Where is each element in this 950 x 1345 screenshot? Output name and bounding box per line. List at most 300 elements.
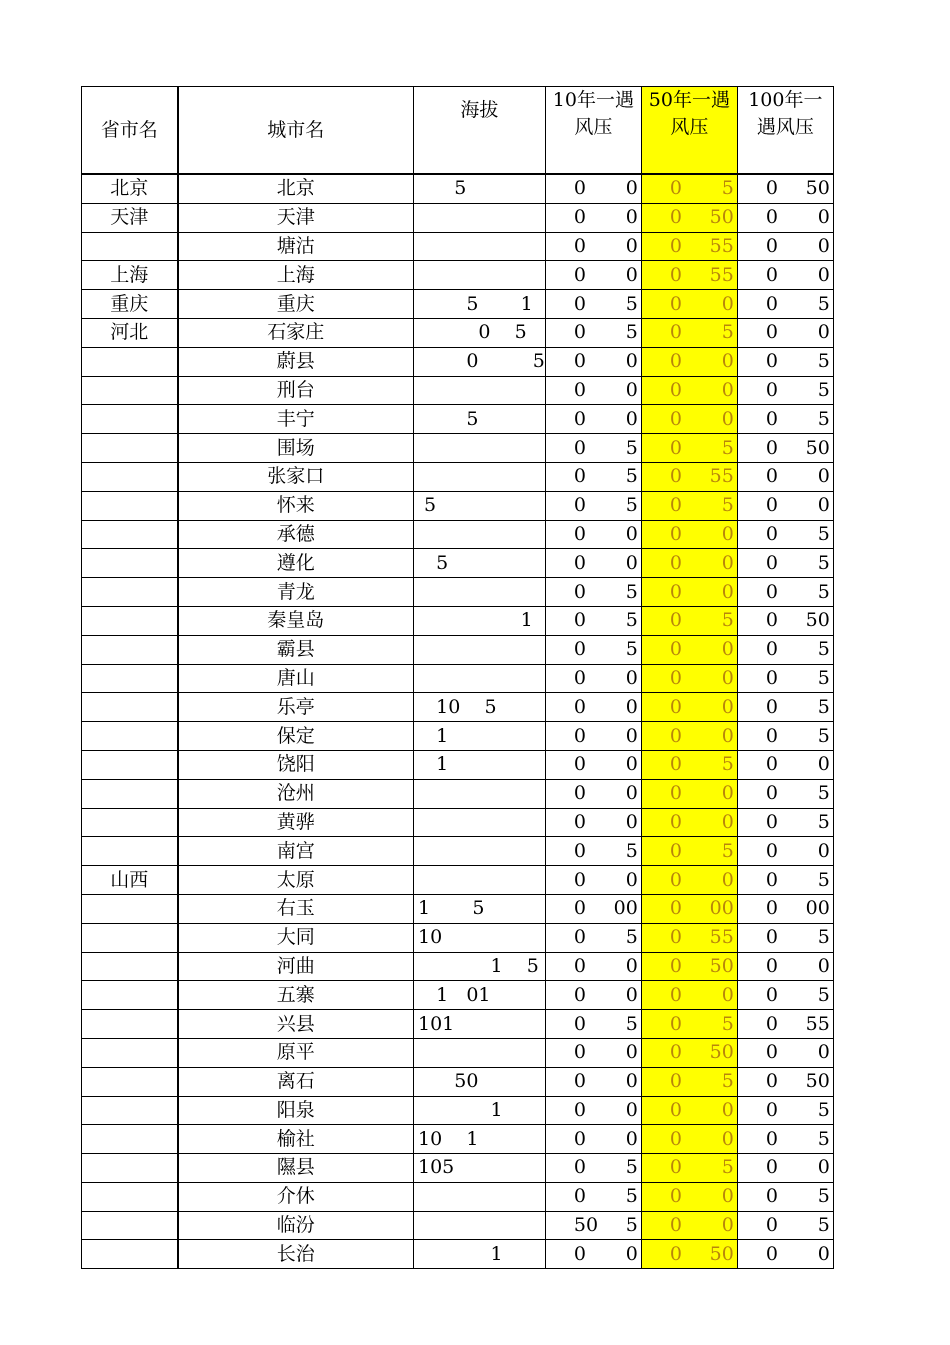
pressure-100yr-b: 50	[805, 436, 830, 459]
table-row	[82, 952, 834, 981]
table-row	[82, 1067, 834, 1096]
province-cell	[82, 1010, 178, 1039]
province-cell	[82, 779, 178, 808]
header-100yr-pressure	[737, 87, 833, 175]
pressure-100yr-a: 0	[765, 580, 778, 603]
pressure-10yr-cell	[545, 290, 641, 319]
city-cell: 张家口	[178, 462, 414, 491]
altitude-value	[414, 437, 418, 459]
pressure-10yr-cell	[545, 1038, 641, 1067]
table-row	[82, 318, 834, 347]
altitude-cell	[414, 405, 546, 434]
pressure-100yr-cell	[737, 520, 833, 549]
table-row	[82, 606, 834, 635]
pressure-100yr-b: 5	[817, 522, 830, 545]
province-cell	[82, 578, 178, 607]
pressure-10yr-a: 0	[573, 926, 586, 949]
pressure-10yr-cell	[545, 808, 641, 837]
pressure-50yr-a: 0	[669, 1012, 682, 1035]
pressure-50yr-b: 5	[721, 436, 734, 459]
city-cell: 北京	[178, 174, 414, 203]
header-10yr-line2: 风压	[574, 116, 613, 138]
pressure-100yr-a: 0	[765, 839, 778, 862]
pressure-10yr-b: 0	[625, 782, 638, 805]
city-cell: 阳泉	[178, 1096, 414, 1125]
pressure-50yr-b: 50	[709, 1242, 734, 1265]
pressure-50yr-a: 0	[669, 1185, 682, 1208]
pressure-50yr-b: 5	[721, 839, 734, 862]
wind-pressure-table	[81, 86, 834, 1269]
table-row	[82, 1154, 834, 1183]
pressure-10yr-a: 0	[573, 436, 586, 459]
pressure-100yr-a: 0	[765, 292, 778, 315]
pressure-100yr-b: 5	[817, 580, 830, 603]
city-cell: 临汾	[178, 1211, 414, 1240]
altitude-value	[414, 1214, 418, 1236]
altitude-cell	[414, 837, 546, 866]
pressure-100yr-b: 0	[817, 954, 830, 977]
table-row	[82, 1096, 834, 1125]
altitude-cell	[414, 347, 546, 376]
pressure-10yr-b: 0	[625, 1242, 638, 1265]
pressure-50yr-b: 0	[721, 724, 734, 747]
altitude-value: 5 1	[418, 292, 533, 315]
pressure-10yr-a: 0	[573, 666, 586, 689]
altitude-cell	[414, 1240, 546, 1269]
pressure-50yr-b: 5	[721, 1070, 734, 1093]
city-cell: 石家庄	[178, 318, 414, 347]
pressure-100yr-a: 0	[765, 321, 778, 344]
pressure-100yr-a: 0	[765, 1070, 778, 1093]
pressure-100yr-a: 0	[765, 494, 778, 517]
pressure-50yr-cell	[641, 837, 737, 866]
province-cell	[82, 405, 178, 434]
altitude-value	[414, 840, 418, 862]
city-cell: 榆社	[178, 1125, 414, 1154]
pressure-50yr-b: 0	[721, 666, 734, 689]
altitude-value: 1 5	[418, 897, 485, 920]
pressure-100yr-b: 5	[817, 782, 830, 805]
pressure-10yr-b: 5	[625, 1156, 638, 1179]
pressure-100yr-cell	[737, 923, 833, 952]
pressure-100yr-b: 0	[817, 1041, 830, 1064]
header-province: 省市名	[82, 87, 178, 175]
altitude-cell	[414, 722, 546, 751]
pressure-50yr-cell	[641, 347, 737, 376]
altitude-cell	[414, 203, 546, 232]
table-row	[82, 1010, 834, 1039]
pressure-50yr-b: 5	[721, 1156, 734, 1179]
altitude-cell	[414, 174, 546, 203]
pressure-10yr-cell	[545, 779, 641, 808]
pressure-50yr-cell	[641, 923, 737, 952]
table-row	[82, 347, 834, 376]
province-cell	[82, 952, 178, 981]
pressure-50yr-a: 0	[669, 609, 682, 632]
province-cell	[82, 1182, 178, 1211]
pressure-50yr-cell	[641, 520, 737, 549]
pressure-10yr-b: 5	[625, 321, 638, 344]
pressure-50yr-cell	[641, 261, 737, 290]
pressure-100yr-cell	[737, 1182, 833, 1211]
province-cell	[82, 635, 178, 664]
altitude-cell	[414, 808, 546, 837]
pressure-100yr-cell	[737, 549, 833, 578]
altitude-value	[414, 1041, 418, 1063]
table-row	[82, 981, 834, 1010]
pressure-10yr-cell	[545, 520, 641, 549]
pressure-10yr-a: 0	[573, 292, 586, 315]
pressure-50yr-a: 0	[669, 494, 682, 517]
pressure-10yr-cell	[545, 1125, 641, 1154]
pressure-100yr-a: 0	[765, 436, 778, 459]
altitude-cell	[414, 750, 546, 779]
pressure-100yr-a: 0	[765, 177, 778, 200]
province-cell	[82, 837, 178, 866]
pressure-100yr-a: 0	[765, 1012, 778, 1035]
province-cell	[82, 549, 178, 578]
header-10yr-pressure	[545, 87, 641, 175]
pressure-100yr-a: 0	[765, 551, 778, 574]
pressure-100yr-b: 5	[817, 638, 830, 661]
table-row	[82, 1211, 834, 1240]
pressure-100yr-cell	[737, 261, 833, 290]
table-row	[82, 779, 834, 808]
altitude-value: 101	[418, 1012, 455, 1035]
pressure-100yr-cell	[737, 1125, 833, 1154]
pressure-50yr-cell	[641, 635, 737, 664]
table-row	[82, 837, 834, 866]
table-row	[82, 664, 834, 693]
pressure-10yr-a: 0	[573, 177, 586, 200]
city-cell: 承德	[178, 520, 414, 549]
city-cell: 霸县	[178, 635, 414, 664]
altitude-value: 1	[418, 1242, 503, 1265]
pressure-50yr-cell	[641, 779, 737, 808]
pressure-10yr-cell	[545, 693, 641, 722]
altitude-cell	[414, 693, 546, 722]
pressure-100yr-cell	[737, 952, 833, 981]
pressure-10yr-b: 0	[625, 551, 638, 574]
pressure-10yr-cell	[545, 405, 641, 434]
pressure-10yr-b: 0	[625, 695, 638, 718]
city-cell: 离石	[178, 1067, 414, 1096]
pressure-50yr-b: 50	[709, 954, 734, 977]
pressure-50yr-a: 0	[669, 983, 682, 1006]
pressure-10yr-a: 0	[573, 522, 586, 545]
pressure-10yr-b: 5	[625, 638, 638, 661]
pressure-100yr-cell	[737, 722, 833, 751]
table-row	[82, 1182, 834, 1211]
pressure-50yr-cell	[641, 491, 737, 520]
pressure-10yr-b: 0	[625, 263, 638, 286]
city-cell: 丰宁	[178, 405, 414, 434]
pressure-50yr-a: 0	[669, 580, 682, 603]
header-100yr-line2: 遇风压	[756, 116, 814, 138]
altitude-value	[414, 1185, 418, 1207]
province-cell: 山西	[82, 866, 178, 895]
province-cell	[82, 232, 178, 261]
pressure-100yr-cell	[737, 376, 833, 405]
pressure-10yr-cell	[545, 606, 641, 635]
pressure-10yr-a: 0	[573, 494, 586, 517]
altitude-cell	[414, 1154, 546, 1183]
pressure-50yr-b: 00	[709, 897, 734, 920]
pressure-10yr-a: 0	[573, 263, 586, 286]
pressure-100yr-cell	[737, 318, 833, 347]
pressure-100yr-cell	[737, 1067, 833, 1096]
table-row	[82, 434, 834, 463]
pressure-100yr-a: 0	[765, 897, 778, 920]
pressure-50yr-b: 55	[709, 926, 734, 949]
pressure-100yr-a: 0	[765, 695, 778, 718]
pressure-50yr-b: 5	[721, 177, 734, 200]
pressure-100yr-a: 0	[765, 263, 778, 286]
pressure-10yr-a: 0	[573, 1041, 586, 1064]
pressure-100yr-b: 55	[805, 1012, 830, 1035]
city-cell: 乐亭	[178, 693, 414, 722]
pressure-100yr-a: 0	[765, 609, 778, 632]
pressure-100yr-cell	[737, 1096, 833, 1125]
city-cell: 太原	[178, 866, 414, 895]
pressure-10yr-a: 0	[573, 580, 586, 603]
pressure-50yr-a: 0	[669, 810, 682, 833]
city-cell: 南宫	[178, 837, 414, 866]
pressure-10yr-cell	[545, 261, 641, 290]
pressure-10yr-a: 50	[573, 1214, 599, 1237]
pressure-50yr-b: 0	[721, 1127, 734, 1150]
pressure-50yr-cell	[641, 1240, 737, 1269]
pressure-100yr-a: 0	[765, 1041, 778, 1064]
pressure-10yr-b: 5	[625, 926, 638, 949]
table-row	[82, 1038, 834, 1067]
pressure-100yr-cell	[737, 347, 833, 376]
altitude-cell	[414, 894, 546, 923]
pressure-50yr-a: 0	[669, 926, 682, 949]
header-row	[82, 87, 834, 175]
city-cell: 兴县	[178, 1010, 414, 1039]
pressure-10yr-b: 0	[625, 234, 638, 257]
province-cell	[82, 664, 178, 693]
pressure-10yr-cell	[545, 1154, 641, 1183]
altitude-cell	[414, 866, 546, 895]
table-row	[82, 405, 834, 434]
pressure-100yr-b: 00	[805, 897, 830, 920]
altitude-value: 10 1	[418, 1127, 479, 1150]
pressure-10yr-a: 0	[573, 1185, 586, 1208]
pressure-50yr-a: 0	[669, 177, 682, 200]
pressure-50yr-cell	[641, 808, 737, 837]
altitude-cell	[414, 952, 546, 981]
pressure-10yr-a: 0	[573, 695, 586, 718]
pressure-100yr-cell	[737, 434, 833, 463]
pressure-100yr-b: 0	[817, 753, 830, 776]
province-cell: 北京	[82, 174, 178, 203]
pressure-10yr-cell	[545, 750, 641, 779]
pressure-100yr-b: 50	[805, 1070, 830, 1093]
pressure-10yr-a: 0	[573, 234, 586, 257]
altitude-cell	[414, 923, 546, 952]
pressure-50yr-b: 5	[721, 321, 734, 344]
altitude-value: 10 5	[418, 695, 497, 718]
pressure-100yr-b: 0	[817, 206, 830, 229]
pressure-100yr-a: 0	[765, 1242, 778, 1265]
city-cell: 河曲	[178, 952, 414, 981]
table-row	[82, 491, 834, 520]
pressure-10yr-cell	[545, 1096, 641, 1125]
province-cell	[82, 462, 178, 491]
altitude-cell	[414, 434, 546, 463]
pressure-50yr-a: 0	[669, 321, 682, 344]
altitude-value	[414, 523, 418, 545]
pressure-100yr-b: 5	[817, 695, 830, 718]
pressure-50yr-b: 0	[721, 1098, 734, 1121]
pressure-50yr-cell	[641, 750, 737, 779]
pressure-50yr-cell	[641, 290, 737, 319]
pressure-10yr-cell	[545, 1182, 641, 1211]
city-cell: 长治	[178, 1240, 414, 1269]
pressure-10yr-b: 0	[625, 350, 638, 373]
header-100yr-line1: 100年一	[748, 89, 823, 111]
pressure-50yr-a: 0	[669, 1127, 682, 1150]
pressure-50yr-cell	[641, 203, 737, 232]
city-cell: 秦皇岛	[178, 606, 414, 635]
pressure-100yr-a: 0	[765, 753, 778, 776]
pressure-10yr-a: 0	[573, 407, 586, 430]
table-row	[82, 174, 834, 203]
province-cell	[82, 376, 178, 405]
altitude-value: 1 5	[418, 954, 539, 977]
pressure-10yr-a: 0	[573, 551, 586, 574]
pressure-100yr-b: 0	[817, 465, 830, 488]
altitude-value	[414, 811, 418, 833]
altitude-value: 1	[418, 1098, 503, 1121]
pressure-10yr-a: 0	[573, 782, 586, 805]
pressure-50yr-a: 0	[669, 206, 682, 229]
pressure-100yr-a: 0	[765, 378, 778, 401]
pressure-50yr-a: 0	[669, 1156, 682, 1179]
altitude-value: 5	[418, 177, 467, 200]
pressure-100yr-b: 5	[817, 292, 830, 315]
table-row	[82, 232, 834, 261]
pressure-10yr-a: 0	[573, 868, 586, 891]
altitude-value: 1	[418, 724, 449, 747]
table-row	[82, 894, 834, 923]
pressure-10yr-cell	[545, 491, 641, 520]
pressure-50yr-cell	[641, 376, 737, 405]
altitude-value	[414, 465, 418, 487]
pressure-100yr-a: 0	[765, 407, 778, 430]
pressure-50yr-b: 50	[709, 1041, 734, 1064]
pressure-10yr-b: 0	[625, 522, 638, 545]
pressure-10yr-a: 0	[573, 810, 586, 833]
pressure-10yr-a: 0	[573, 378, 586, 401]
pressure-100yr-b: 0	[817, 321, 830, 344]
pressure-50yr-a: 0	[669, 350, 682, 373]
altitude-value	[414, 869, 418, 891]
province-cell	[82, 520, 178, 549]
pressure-100yr-a: 0	[765, 1156, 778, 1179]
city-cell: 天津	[178, 203, 414, 232]
table-row	[82, 750, 834, 779]
altitude-value	[414, 206, 418, 228]
altitude-cell	[414, 578, 546, 607]
altitude-cell	[414, 664, 546, 693]
pressure-100yr-a: 0	[765, 638, 778, 661]
pressure-100yr-a: 0	[765, 1127, 778, 1150]
province-cell	[82, 1154, 178, 1183]
province-cell	[82, 923, 178, 952]
pressure-10yr-cell	[545, 578, 641, 607]
pressure-10yr-a: 0	[573, 1012, 586, 1035]
pressure-50yr-b: 5	[721, 1012, 734, 1035]
pressure-50yr-a: 0	[669, 378, 682, 401]
pressure-50yr-cell	[641, 232, 737, 261]
altitude-cell	[414, 981, 546, 1010]
altitude-cell	[414, 1038, 546, 1067]
pressure-100yr-a: 0	[765, 724, 778, 747]
pressure-10yr-cell	[545, 1211, 641, 1240]
pressure-10yr-a: 0	[573, 321, 586, 344]
pressure-50yr-cell	[641, 1211, 737, 1240]
header-50yr-pressure	[641, 87, 737, 175]
pressure-50yr-a: 0	[669, 839, 682, 862]
pressure-50yr-a: 0	[669, 436, 682, 459]
table-row	[82, 722, 834, 751]
pressure-10yr-cell	[545, 837, 641, 866]
pressure-50yr-a: 0	[669, 868, 682, 891]
pressure-100yr-a: 0	[765, 465, 778, 488]
pressure-100yr-b: 5	[817, 983, 830, 1006]
table-row	[82, 290, 834, 319]
pressure-50yr-a: 0	[669, 666, 682, 689]
province-cell	[82, 808, 178, 837]
pressure-10yr-a: 0	[573, 1070, 586, 1093]
province-cell	[82, 722, 178, 751]
pressure-50yr-cell	[641, 693, 737, 722]
pressure-50yr-b: 0	[721, 983, 734, 1006]
pressure-100yr-cell	[737, 578, 833, 607]
pressure-50yr-cell	[641, 1182, 737, 1211]
pressure-10yr-b: 0	[625, 1070, 638, 1093]
altitude-cell	[414, 549, 546, 578]
city-cell: 大同	[178, 923, 414, 952]
pressure-100yr-cell	[737, 606, 833, 635]
province-cell: 上海	[82, 261, 178, 290]
altitude-cell	[414, 376, 546, 405]
pressure-50yr-a: 0	[669, 263, 682, 286]
pressure-100yr-b: 0	[817, 839, 830, 862]
pressure-100yr-cell	[737, 779, 833, 808]
pressure-10yr-a: 0	[573, 350, 586, 373]
pressure-50yr-cell	[641, 866, 737, 895]
pressure-100yr-cell	[737, 693, 833, 722]
altitude-cell	[414, 232, 546, 261]
province-cell	[82, 491, 178, 520]
altitude-cell	[414, 491, 546, 520]
pressure-50yr-b: 50	[709, 206, 734, 229]
pressure-10yr-cell	[545, 1067, 641, 1096]
province-cell	[82, 606, 178, 635]
altitude-value: 0 5	[418, 321, 527, 344]
pressure-10yr-cell	[545, 923, 641, 952]
altitude-value	[414, 667, 418, 689]
pressure-10yr-a: 0	[573, 1156, 586, 1179]
pressure-100yr-b: 5	[817, 724, 830, 747]
pressure-10yr-b: 0	[625, 177, 638, 200]
altitude-cell	[414, 1067, 546, 1096]
pressure-100yr-b: 5	[817, 1214, 830, 1237]
